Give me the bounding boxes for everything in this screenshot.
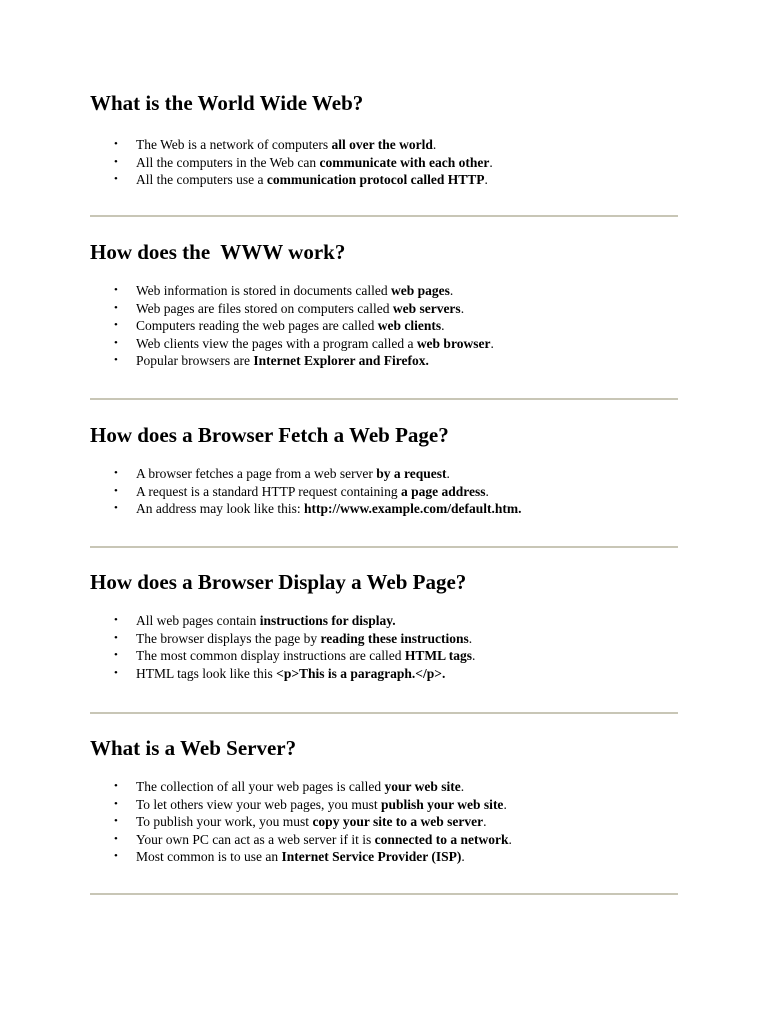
bullet-icon: • xyxy=(114,284,118,296)
list-item: • Web clients view the pages with a program called a web browser. xyxy=(114,335,494,351)
list-item: • The browser displays the page by reading these instructions. xyxy=(114,630,473,646)
list-item: • The Web is a network of computers all over the world. xyxy=(114,137,437,152)
bullet-icon: • xyxy=(114,319,118,331)
horizontal-rule xyxy=(90,712,678,714)
bullet-icon: • xyxy=(114,336,118,349)
horizontal-rule xyxy=(90,215,678,217)
list-item: • Web pages are files stored on computers called web servers. xyxy=(114,300,465,316)
horizontal-rule xyxy=(90,893,678,895)
section-how-www-works xyxy=(90,239,678,368)
bullet-icon: • xyxy=(114,173,118,185)
bullet-list xyxy=(90,612,475,682)
list-item: • A browser fetches a page from a web server by a request. xyxy=(114,466,450,481)
list-item: • Web information is stored in documents called web pages. xyxy=(114,283,454,298)
list-item: • A request is a standard HTTP request containing a page address. xyxy=(114,483,489,499)
section-heading: How does a Browser Fetch a Web Page? xyxy=(90,423,449,447)
list-item: • To publish your work, you must copy your site to a web server. xyxy=(114,814,487,829)
bullet-list xyxy=(90,136,493,189)
bullet-icon: • xyxy=(114,850,118,862)
list-item: • Popular browsers are Internet Explorer and Firefox. xyxy=(114,353,429,368)
list-item: • Your own PC can act as a web server if it is connected to a network. xyxy=(114,831,512,847)
list-item: • An address may look like this: http://www.example.com/default.htm. xyxy=(114,501,522,516)
bullet-icon: • xyxy=(114,832,118,845)
list-item: • HTML tags look like this <p>This is a paragraph.</p>. xyxy=(114,665,446,681)
list-item: • The collection of all your web pages is called your web site. xyxy=(114,779,465,794)
section-browser-display xyxy=(90,569,678,681)
section-heading: How does the WWW work? xyxy=(90,240,346,264)
section-world-wide-web xyxy=(90,90,678,187)
bullet-list xyxy=(90,282,494,370)
list-item: • The most common display instructions are called HTML tags. xyxy=(114,648,476,663)
bullet-icon: • xyxy=(114,138,118,150)
list-item: • To let others view your web pages, you must publish your web site. xyxy=(114,796,507,812)
section-browser-fetch xyxy=(90,422,678,516)
horizontal-rule xyxy=(90,398,678,400)
list-item: • All the computers use a communication protocol called HTTP. xyxy=(114,172,488,187)
list-item: • Computers reading the web pages are called web clients. xyxy=(114,318,445,333)
bullet-icon: • xyxy=(114,301,118,314)
bullet-icon: • xyxy=(114,780,118,792)
horizontal-rule xyxy=(90,546,678,548)
bullet-icon: • xyxy=(114,502,118,514)
bullet-icon: • xyxy=(114,666,118,679)
bullet-icon: • xyxy=(114,797,118,810)
bullet-icon: • xyxy=(114,484,118,497)
list-item: • Most common is to use an Internet Service Provider (ISP). xyxy=(114,849,465,864)
bullet-icon: • xyxy=(114,649,118,661)
bullet-icon: • xyxy=(114,614,118,626)
list-item: • All the computers in the Web can communicate with each other. xyxy=(114,154,493,170)
section-heading: What is the World Wide Web? xyxy=(90,91,364,115)
bullet-list xyxy=(90,778,512,866)
bullet-icon: • xyxy=(114,467,118,479)
section-heading: How does a Browser Display a Web Page? xyxy=(90,570,467,594)
bullet-icon: • xyxy=(114,354,118,366)
bullet-icon: • xyxy=(114,155,118,168)
section-heading: What is a Web Server? xyxy=(90,736,297,760)
list-item: • All web pages contain instructions for display. xyxy=(114,613,396,628)
section-web-server xyxy=(90,735,678,864)
bullet-icon: • xyxy=(114,631,118,644)
bullet-list xyxy=(90,465,521,518)
bullet-icon: • xyxy=(114,815,118,827)
